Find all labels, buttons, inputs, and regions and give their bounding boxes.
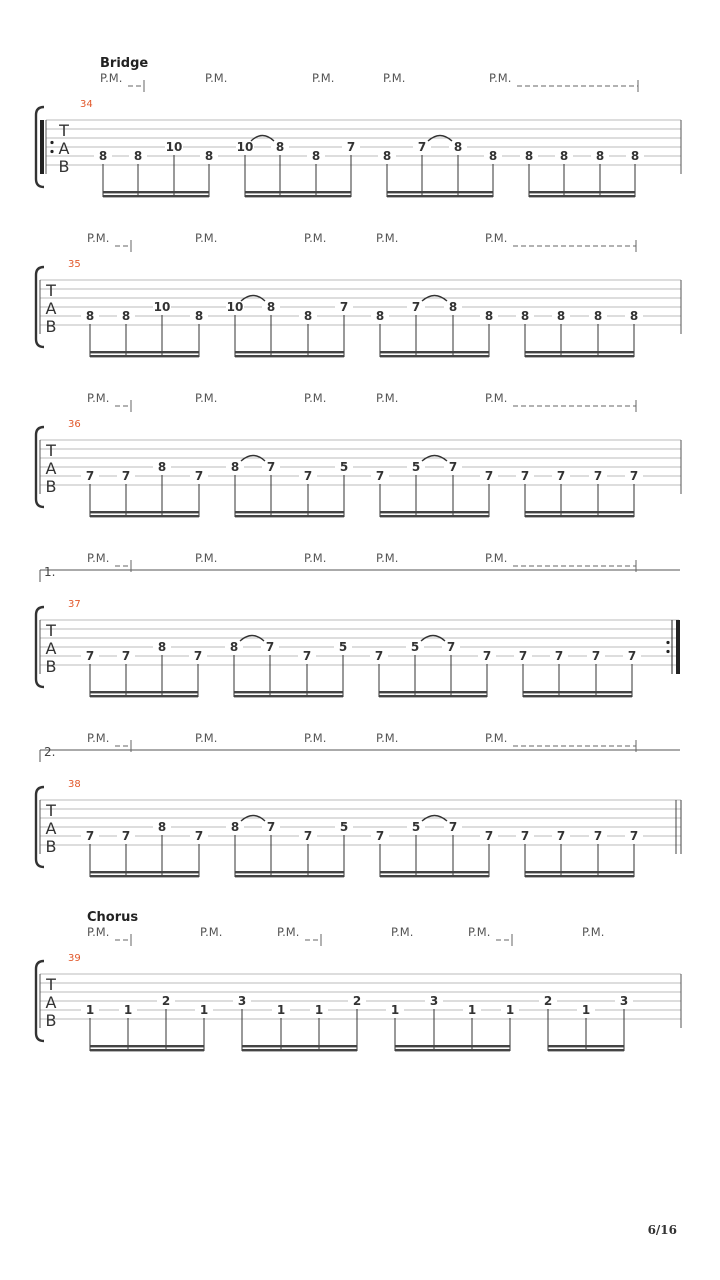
fret-number: 8 (488, 149, 498, 163)
beam (90, 351, 199, 353)
tab-clef-a: A (45, 639, 57, 658)
tab-clef-b: B (45, 317, 57, 336)
beam (90, 695, 198, 697)
fret-number: 7 (375, 829, 385, 843)
beam (395, 1049, 510, 1051)
palm-mute-label: P.M. (376, 731, 399, 745)
beam (525, 515, 634, 517)
palm-mute-label: P.M. (195, 231, 218, 245)
fret-number: 1 (390, 1003, 400, 1017)
fret-number: 7 (484, 829, 494, 843)
fret-number: 5 (339, 820, 349, 834)
beam (525, 351, 634, 353)
fret-number: 7 (85, 829, 95, 843)
fret-number: 7 (591, 649, 601, 663)
palm-mute-label: P.M. (87, 391, 110, 405)
fret-number: 8 (98, 149, 108, 163)
fret-number: 10 (165, 140, 183, 154)
fret-number: 8 (520, 309, 530, 323)
repeat-dot (666, 650, 669, 653)
tab-clef-b: B (45, 837, 57, 856)
palm-mute-label: P.M. (200, 925, 223, 939)
fret-number: 8 (230, 820, 240, 834)
fret-number: 8 (524, 149, 534, 163)
beam (245, 191, 351, 193)
fret-number: 7 (629, 469, 639, 483)
palm-mute-label: P.M. (304, 731, 327, 745)
palm-mute-label: P.M. (383, 71, 406, 85)
fret-number: 7 (346, 140, 356, 154)
fret-number: 7 (448, 820, 458, 834)
fret-number: 3 (237, 994, 247, 1008)
beam (90, 511, 199, 513)
palm-mute-label: P.M. (485, 731, 508, 745)
repeat-dot (666, 641, 669, 644)
palm-mute-label: P.M. (485, 391, 508, 405)
beam (235, 355, 344, 357)
beam (90, 691, 198, 693)
section-heading: Chorus (87, 910, 139, 925)
fret-number: 8 (204, 149, 214, 163)
fret-number: 7 (194, 829, 204, 843)
beam (242, 1049, 357, 1051)
fret-number: 2 (352, 994, 362, 1008)
fret-number: 1 (123, 1003, 133, 1017)
repeat-end-bar (676, 620, 680, 674)
fret-number: 7 (520, 829, 530, 843)
fret-number: 7 (121, 829, 131, 843)
fret-number: 3 (429, 994, 439, 1008)
fret-number: 1 (467, 1003, 477, 1017)
fret-number: 1 (85, 1003, 95, 1017)
fret-number: 7 (556, 829, 566, 843)
tab-clef-t: T (46, 441, 56, 460)
fret-number: 8 (453, 140, 463, 154)
fret-number: 7 (629, 829, 639, 843)
beam (103, 195, 209, 197)
palm-mute-label: P.M. (376, 231, 399, 245)
beam (245, 195, 351, 197)
fret-number: 7 (85, 469, 95, 483)
beam (90, 875, 199, 877)
fret-number: 2 (161, 994, 171, 1008)
fret-number: 8 (157, 640, 167, 654)
section-heading: Bridge (100, 56, 149, 71)
palm-mute-label: P.M. (582, 925, 605, 939)
fret-number: 7 (484, 469, 494, 483)
fret-number: 7 (339, 300, 349, 314)
fret-number: 8 (303, 309, 313, 323)
fret-number: 7 (417, 140, 427, 154)
palm-mute-label: P.M. (195, 391, 218, 405)
tab-clef-a: A (45, 993, 57, 1012)
tab-clef-t: T (46, 975, 56, 994)
palm-mute-label: P.M. (468, 925, 491, 939)
fret-number: 8 (375, 309, 385, 323)
fret-number: 7 (411, 300, 421, 314)
fret-number: 7 (121, 649, 131, 663)
fret-number: 8 (630, 149, 640, 163)
beam (525, 355, 634, 357)
palm-mute-label: P.M. (485, 231, 508, 245)
palm-mute-label: P.M. (87, 731, 110, 745)
beam (525, 511, 634, 513)
palm-mute-label: P.M. (87, 231, 110, 245)
fret-number: 5 (411, 820, 421, 834)
fret-number: 7 (375, 469, 385, 483)
tab-clef-t: T (46, 621, 56, 640)
tab-clef-t: T (59, 121, 69, 140)
palm-mute-label: P.M. (391, 925, 414, 939)
tab-systems (36, 56, 681, 1051)
palm-mute-label: P.M. (489, 71, 512, 85)
beam (235, 875, 344, 877)
beam (235, 871, 344, 873)
beam (380, 511, 489, 513)
tab-system-37 (36, 551, 680, 697)
measure-number: 37 (68, 599, 81, 610)
ending-number: 2. (44, 745, 56, 759)
measure-number: 36 (68, 419, 81, 430)
fret-number: 7 (194, 469, 204, 483)
fret-number: 7 (193, 649, 203, 663)
tab-clef-t: T (46, 281, 56, 300)
repeat-dot (50, 150, 53, 153)
fret-number: 5 (410, 640, 420, 654)
fret-number: 1 (581, 1003, 591, 1017)
tab-system-34 (36, 56, 681, 197)
measure-number: 34 (80, 99, 93, 110)
fret-number: 7 (85, 649, 95, 663)
tab-clef-a: A (45, 819, 57, 838)
fret-number: 8 (484, 309, 494, 323)
palm-mute-label: P.M. (485, 551, 508, 565)
fret-number: 10 (153, 300, 171, 314)
fret-number: 7 (627, 649, 637, 663)
fret-number: 7 (266, 820, 276, 834)
tab-clef-a: A (58, 139, 70, 158)
beam (380, 871, 489, 873)
fret-number: 10 (236, 140, 254, 154)
tab-system-39 (36, 910, 681, 1051)
palm-mute-label: P.M. (304, 231, 327, 245)
beam (525, 871, 634, 873)
beam (379, 695, 487, 697)
fret-number: 8 (157, 460, 167, 474)
fret-number: 8 (157, 820, 167, 834)
measure-number: 39 (68, 953, 81, 964)
fret-number: 5 (338, 640, 348, 654)
beam (103, 191, 209, 193)
palm-mute-label: P.M. (304, 391, 327, 405)
palm-mute-label: P.M. (87, 551, 110, 565)
beam (234, 691, 343, 693)
palm-mute-label: P.M. (195, 551, 218, 565)
tab-clef-b: B (58, 157, 70, 176)
palm-mute-label: P.M. (312, 71, 335, 85)
fret-number: 8 (266, 300, 276, 314)
fret-number: 7 (446, 640, 456, 654)
tab-system-38 (36, 731, 681, 877)
fret-number: 5 (339, 460, 349, 474)
fret-number: 8 (593, 309, 603, 323)
fret-number: 5 (411, 460, 421, 474)
tab-clef-a: A (45, 299, 57, 318)
fret-number: 7 (518, 649, 528, 663)
fret-number: 8 (559, 149, 569, 163)
fret-number: 7 (482, 649, 492, 663)
beam (387, 191, 493, 193)
beam (523, 695, 632, 697)
repeat-dot (50, 141, 53, 144)
fret-number: 7 (265, 640, 275, 654)
palm-mute-label: P.M. (376, 551, 399, 565)
fret-number: 8 (275, 140, 285, 154)
fret-number: 8 (595, 149, 605, 163)
fret-number: 1 (314, 1003, 324, 1017)
fret-number: 8 (311, 149, 321, 163)
fret-number: 7 (303, 469, 313, 483)
beam (90, 355, 199, 357)
palm-mute-label: P.M. (100, 71, 123, 85)
fret-number: 8 (230, 460, 240, 474)
beam (90, 1049, 204, 1051)
fret-number: 7 (302, 649, 312, 663)
page-number: 6/16 (647, 1223, 677, 1237)
fret-number: 7 (121, 469, 131, 483)
fret-number: 7 (374, 649, 384, 663)
fret-number: 8 (229, 640, 239, 654)
tab-system-36 (36, 391, 681, 517)
fret-number: 8 (382, 149, 392, 163)
beam (379, 691, 487, 693)
fret-number: 7 (520, 469, 530, 483)
fret-number: 7 (593, 469, 603, 483)
fret-number: 7 (266, 460, 276, 474)
fret-number: 7 (448, 460, 458, 474)
fret-number: 8 (121, 309, 131, 323)
palm-mute-label: P.M. (277, 925, 300, 939)
tab-clef-b: B (45, 657, 57, 676)
beam (525, 875, 634, 877)
fret-number: 2 (543, 994, 553, 1008)
beam (235, 515, 344, 517)
palm-mute-label: P.M. (304, 551, 327, 565)
palm-mute-label: P.M. (195, 731, 218, 745)
beam (380, 351, 489, 353)
fret-number: 7 (593, 829, 603, 843)
fret-number: 7 (303, 829, 313, 843)
tab-clef-t: T (46, 801, 56, 820)
fret-number: 8 (629, 309, 639, 323)
beam (380, 875, 489, 877)
beam (234, 695, 343, 697)
fret-number: 8 (133, 149, 143, 163)
beam (90, 515, 199, 517)
fret-number: 3 (619, 994, 629, 1008)
measure-number: 35 (68, 259, 81, 270)
beam (529, 195, 635, 197)
beam (380, 355, 489, 357)
beam (380, 515, 489, 517)
palm-mute-label: P.M. (205, 71, 228, 85)
fret-number: 8 (85, 309, 95, 323)
fret-number: 7 (554, 649, 564, 663)
beam (387, 195, 493, 197)
tab-clef-b: B (45, 477, 57, 496)
beam (548, 1045, 624, 1047)
fret-number: 8 (556, 309, 566, 323)
tab-system-35 (36, 231, 681, 357)
beam (90, 1045, 204, 1047)
beam (242, 1045, 357, 1047)
fret-number: 1 (199, 1003, 209, 1017)
beam (395, 1045, 510, 1047)
repeat-start-bar (40, 120, 44, 174)
tab-clef-b: B (45, 1011, 57, 1030)
beam (523, 691, 632, 693)
fret-number: 1 (276, 1003, 286, 1017)
beam (90, 871, 199, 873)
ending-number: 1. (44, 565, 56, 579)
beam (529, 191, 635, 193)
tab-clef-a: A (45, 459, 57, 478)
beam (235, 511, 344, 513)
fret-number: 10 (226, 300, 244, 314)
fret-number: 8 (194, 309, 204, 323)
fret-number: 1 (505, 1003, 515, 1017)
beam (235, 351, 344, 353)
fret-number: 8 (448, 300, 458, 314)
palm-mute-label: P.M. (376, 391, 399, 405)
palm-mute-label: P.M. (87, 925, 110, 939)
fret-number: 7 (556, 469, 566, 483)
measure-number: 38 (68, 779, 81, 790)
beam (548, 1049, 624, 1051)
